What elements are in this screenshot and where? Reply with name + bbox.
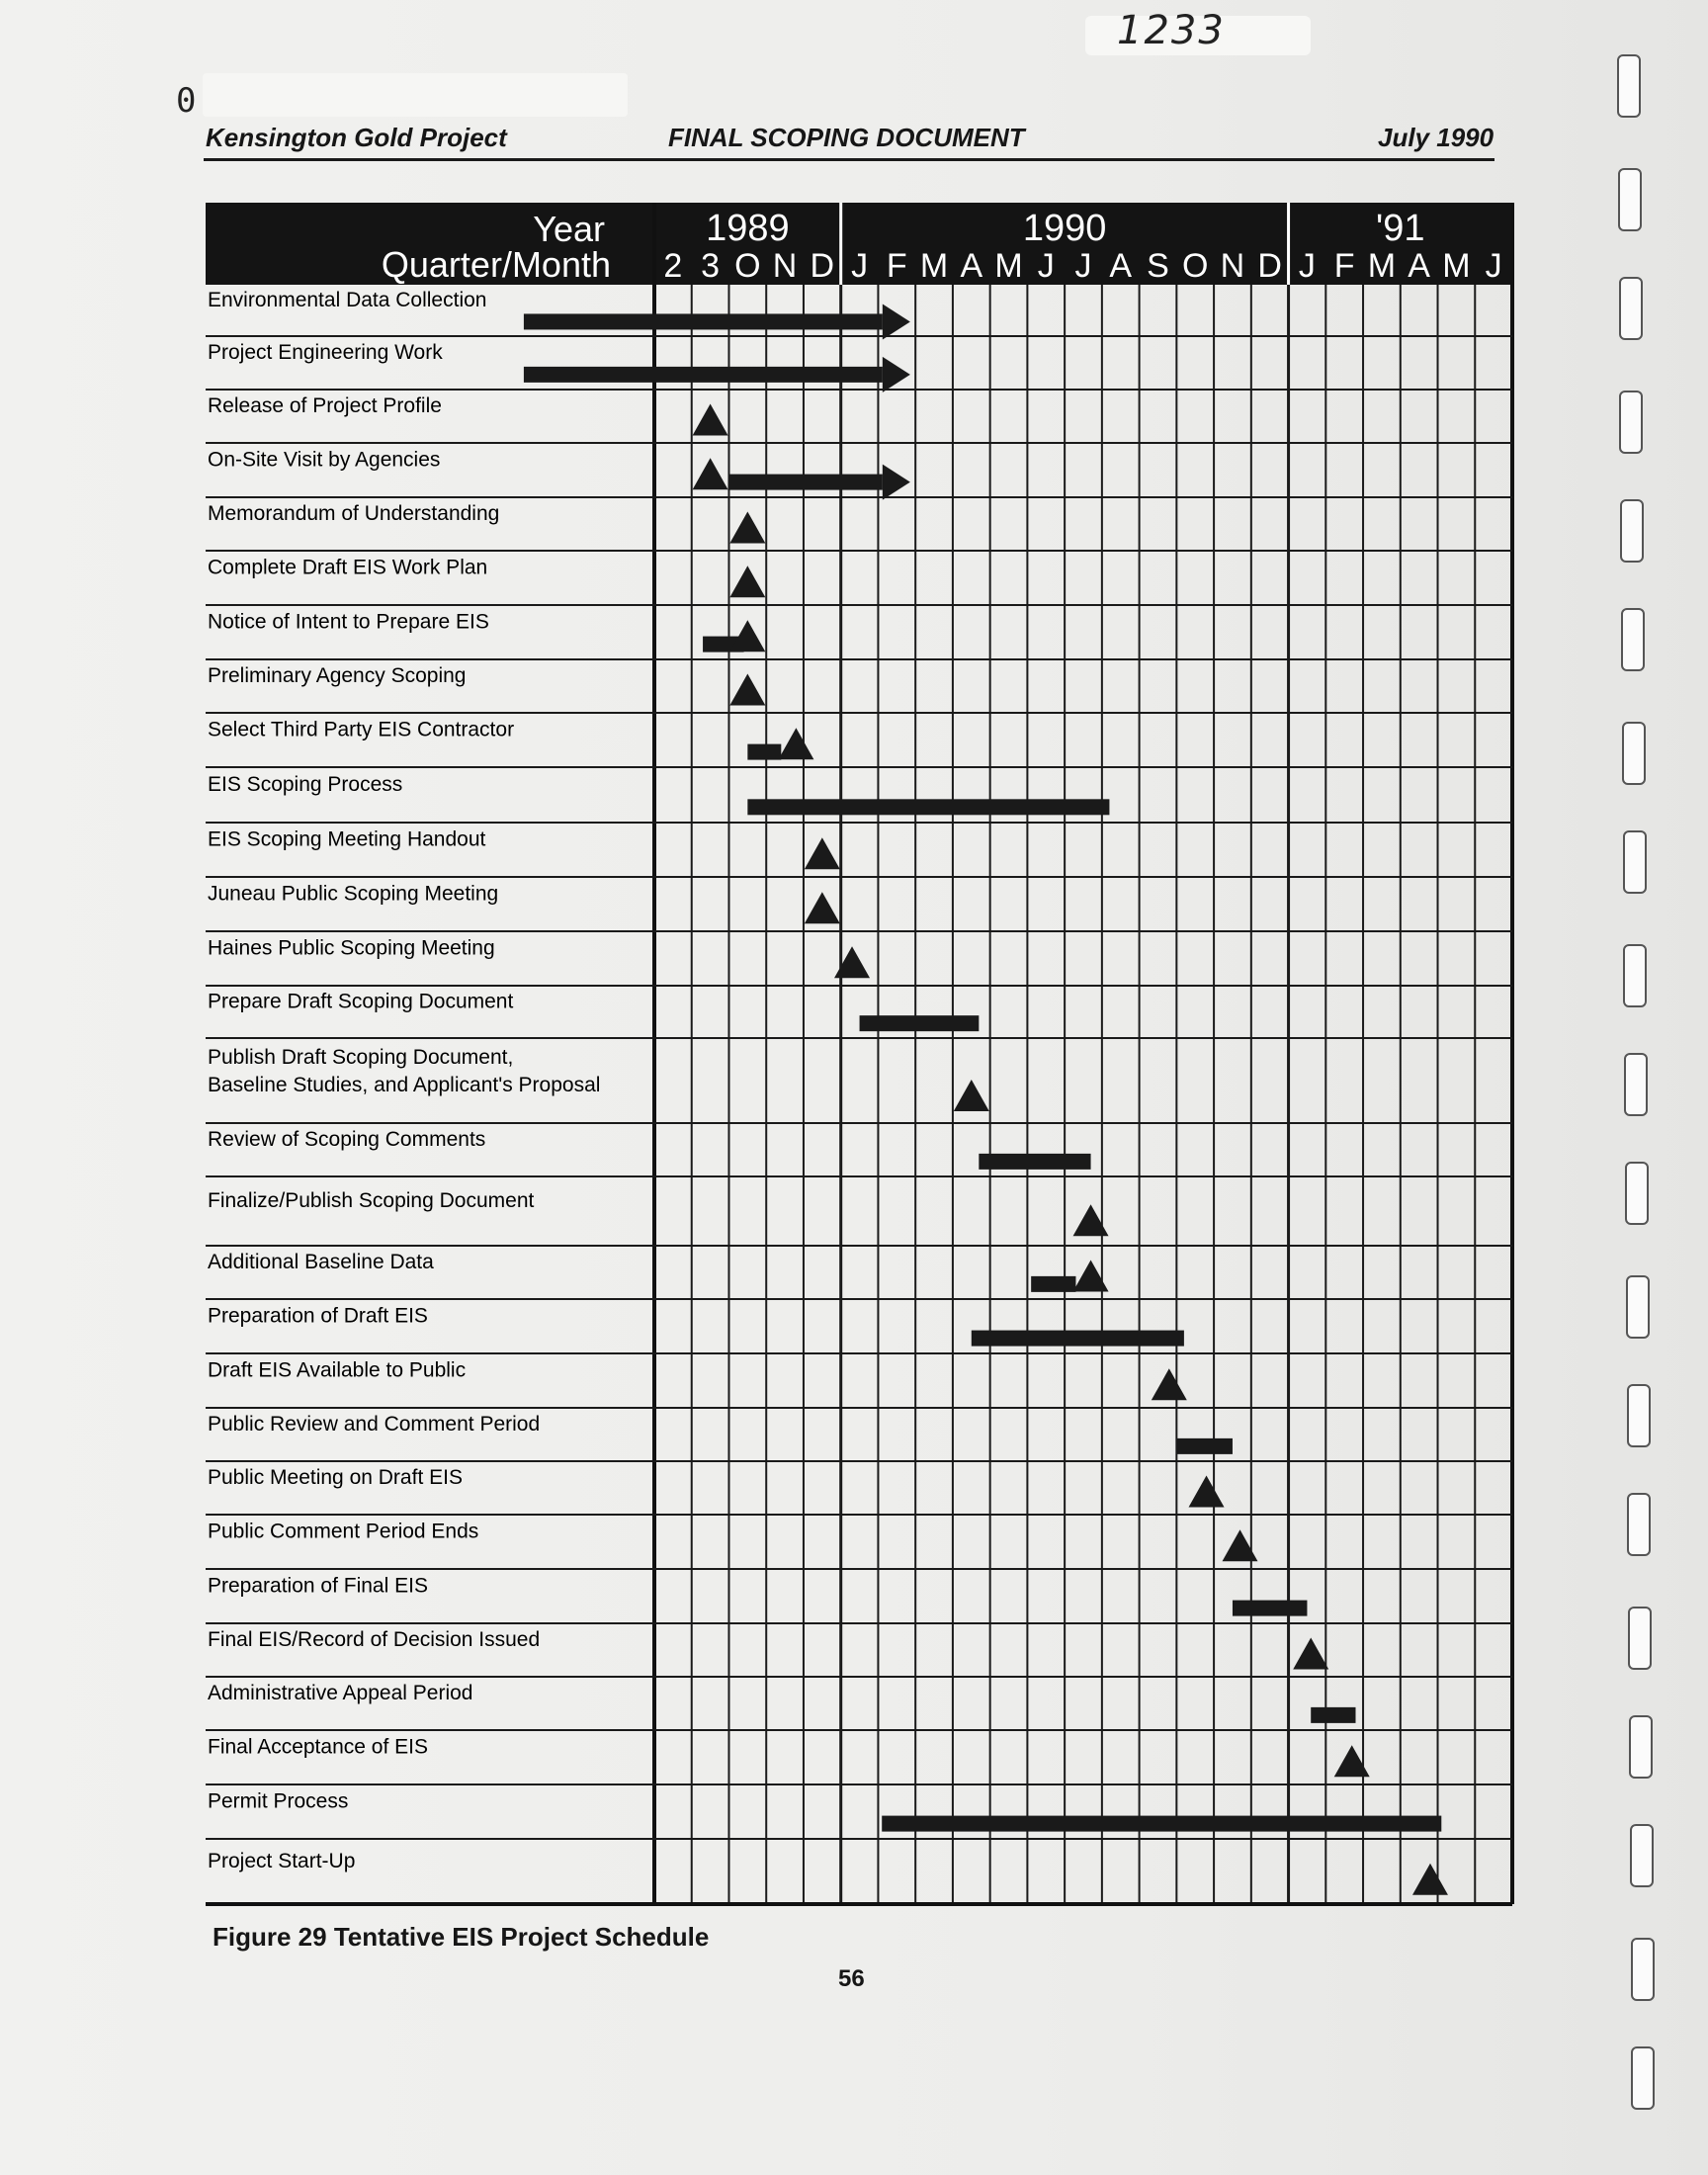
header-month: F [886,247,907,285]
task-label: Environmental Data Collection [208,289,487,311]
binder-hole [1623,830,1647,894]
binder-hole [1631,2046,1655,2110]
document-stamp: 0 [176,81,200,121]
binder-hole [1620,499,1644,563]
header-month: N [772,247,798,285]
task-bar [728,475,882,490]
task-label: Public Review and Comment Period [208,1413,541,1436]
task-milestone [729,620,765,652]
binder-hole [1621,608,1645,671]
header-year: 1989 [706,208,790,249]
task-label: Additional Baseline Data [208,1251,434,1273]
task-label: EIS Scoping Meeting Handout [208,827,486,851]
handwritten-page-number: 1233 [1117,8,1226,53]
task-bar [882,1816,1441,1832]
task-milestone [729,511,765,543]
task-bar [1311,1707,1355,1723]
header-month: J [851,247,869,285]
task-label: Haines Public Scoping Meeting [208,936,495,960]
task-milestone [805,892,840,923]
task-label: Preparation of Final EIS [208,1574,428,1598]
figure-caption: Figure 29 Tentative EIS Project Schedule [213,1922,710,1952]
task-label: Final EIS/Record of Decision Issued [208,1628,541,1651]
task-bar [1176,1438,1233,1454]
header-month: J [1074,247,1092,285]
task-milestone [805,837,840,869]
task-milestone [1223,1529,1258,1561]
task-label: Finalize/Publish Scoping Document [208,1189,535,1212]
header-month: D [1257,247,1282,285]
binder-hole [1619,391,1643,454]
header-month: J [1485,247,1502,285]
binder-hole [1626,1275,1650,1339]
header-month: J [1298,247,1316,285]
task-label: Notice of Intent to Prepare EIS [208,610,489,634]
binder-hole [1628,1607,1652,1670]
header-month: S [1147,247,1169,285]
task-bar [860,1015,980,1031]
task-bar [1031,1276,1075,1292]
binder-hole [1618,168,1642,231]
header-month: A [1408,247,1430,285]
header-month: M [1367,247,1397,285]
task-bar [524,367,883,383]
task-milestone [1189,1475,1225,1507]
task-label: Publish Draft Scoping Document, [208,1045,514,1069]
header-quarter-label: Quarter/Month [381,244,611,285]
task-label: Baseline Studies, and Applicant's Proposal [208,1073,601,1096]
task-label: Review of Scoping Comments [208,1128,486,1151]
task-label: Public Comment Period Ends [208,1520,479,1543]
task-label: EIS Scoping Process [208,773,403,796]
binder-hole [1627,1493,1651,1556]
header-month: A [960,247,983,285]
task-bar [972,1331,1184,1347]
task-label: Final Acceptance of EIS [208,1735,428,1759]
task-label: Permit Process [208,1789,349,1813]
task-milestone [1412,1864,1448,1895]
task-label: Preparation of Draft EIS [208,1304,428,1328]
task-milestone [693,403,728,435]
binder-hole [1625,1162,1649,1225]
task-bar [747,799,1109,815]
binder-hole [1622,722,1646,785]
header-project: Kensington Gold Project [206,123,507,152]
task-label: Administrative Appeal Period [208,1682,473,1704]
task-milestone [778,728,813,759]
task-milestone [1073,1260,1109,1291]
header-month: A [1109,247,1133,285]
task-milestone [1334,1745,1370,1777]
header-year-label: Year [533,209,605,249]
header-year: '91 [1376,208,1425,249]
task-milestone [1073,1204,1109,1236]
header-document-title: FINAL SCOPING DOCUMENT [668,123,1025,152]
binder-hole [1624,1053,1648,1116]
task-label: Draft EIS Available to Public [208,1358,467,1382]
task-label: Prepare Draft Scoping Document [208,990,514,1013]
header-month: M [919,247,949,285]
task-label: Public Meeting on Draft EIS [208,1466,463,1489]
binder-hole [1631,1938,1655,2001]
task-label: Juneau Public Scoping Meeting [208,882,499,906]
task-milestone [1152,1368,1187,1400]
binder-hole [1629,1715,1653,1779]
binder-hole [1619,277,1643,340]
header-month: M [1442,247,1471,285]
task-label: Complete Draft EIS Work Plan [208,556,488,579]
binder-hole [1623,944,1647,1007]
task-milestone [954,1080,989,1111]
header-year: 1990 [1022,208,1107,249]
task-label: Release of Project Profile [208,394,442,417]
task-label: Select Third Party EIS Contractor [208,718,515,741]
task-bar [979,1154,1090,1170]
header-month: F [1333,247,1355,285]
page-number: 56 [838,1965,865,1992]
task-arrow [883,465,910,500]
task-label: Project Start-Up [208,1850,356,1872]
task-arrow [883,304,910,339]
task-arrow [883,357,910,392]
header-date: July 1990 [1378,123,1494,152]
binder-hole [1617,54,1641,118]
binder-hole [1630,1824,1654,1887]
task-bar [524,313,883,329]
task-milestone [693,458,728,489]
binder-hole [1627,1384,1651,1447]
header-month: D [810,247,835,285]
task-label: Preliminary Agency Scoping [208,664,467,687]
task-bar [747,744,781,760]
task-milestone [729,673,765,705]
task-label: On-Site Visit by Agencies [208,448,441,472]
task-label: Project Engineering Work [208,341,443,364]
header-month: N [1220,247,1245,285]
header-month: 3 [701,247,721,285]
header-month: M [994,247,1023,285]
header-month: O [1181,247,1209,285]
task-label: Memorandum of Understanding [208,502,500,525]
header-month: 2 [663,247,683,285]
task-milestone [729,566,765,597]
header-month: O [734,247,761,285]
task-milestone [1293,1637,1328,1669]
header-month: J [1037,247,1055,285]
task-bar [1233,1601,1307,1616]
